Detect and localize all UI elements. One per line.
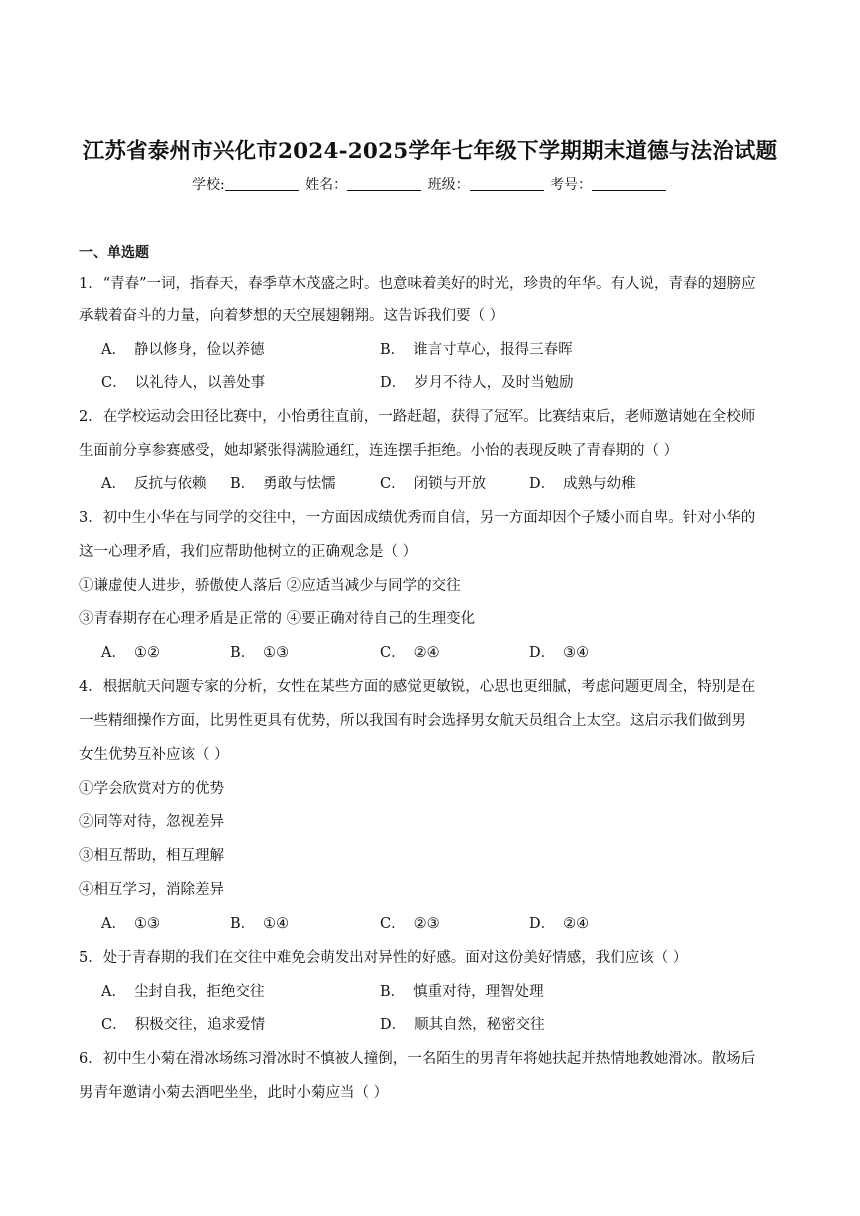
- question-3-statements-3-4: ③青春期存在心理矛盾是正常的 ④要正确对待自己的生理变化: [79, 611, 476, 627]
- question-1-option-d: D． 岁月不待人，及时当勉励: [380, 375, 574, 391]
- name-blank: [347, 176, 421, 191]
- question-5-option-c: C． 积极交往，追求爱情: [101, 1017, 266, 1033]
- question-2-option-a: A． 反抗与依赖: [101, 476, 207, 492]
- question-4-statement-3: ③相互帮助，相互理解: [79, 848, 224, 864]
- question-4-option-a: A． ①③: [101, 916, 160, 932]
- question-4-option-d: D． ②④: [529, 916, 590, 932]
- question-3-option-b: B． ①③: [230, 645, 290, 661]
- question-1-option-a: A． 静以修身，俭以养德: [101, 342, 265, 358]
- question-5-option-b: B． 慎重对待，理智处理: [380, 984, 544, 1000]
- question-3-statements-1-2: ①谦虚使人进步，骄傲使人落后 ②应适当减少与同学的交往: [79, 578, 461, 594]
- question-2-option-d: D． 成熟与幼稚: [529, 476, 636, 492]
- question-6-line-1: 6．初中生小菊在滑冰场练习滑冰时不慎被人撞倒，一名陌生的男青年将她扶起并热情地教她滑冰。散场后: [79, 1051, 756, 1067]
- school-blank: [225, 176, 299, 191]
- student-info-line: [0, 174, 860, 194]
- question-4-statement-2: ②同等对待，忽视差异: [79, 814, 224, 830]
- question-3-line-2: 这一心理矛盾，我们应帮助他树立的正确观念是（ ）: [79, 544, 418, 560]
- question-4-line-1: 4．根据航天问题专家的分析，女性在某些方面的感觉更敏锐，心思也更细腻，考虑问题更周全，特别是在: [79, 679, 756, 695]
- question-2-option-b: B． 勇敢与怯懦: [230, 476, 336, 492]
- question-3-line-1: 3．初中生小华在与同学的交往中，一方面因成绩优秀而自信，另一方面却因个子矮小而自卑。针对小华的: [79, 510, 756, 526]
- question-4-option-b: B． ①④: [230, 916, 290, 932]
- question-4-option-c: C． ②③: [380, 916, 440, 932]
- exam-number-label: 考号：: [550, 177, 593, 193]
- question-3-option-a: A． ①②: [101, 645, 160, 661]
- school-label: 学校:: [191, 177, 225, 193]
- question-5-line-1: 5．处于青春期的我们在交往中难免会萌发出对异性的好感。面对这份美好情感，我们应该（ ）: [79, 950, 688, 966]
- question-1-option-b: B． 谁言寸草心，报得三春晖: [380, 342, 573, 358]
- exam-number-blank: [592, 176, 666, 191]
- question-6-line-2: 男青年邀请小菊去酒吧坐坐，此时小菊应当（ ）: [79, 1085, 389, 1101]
- question-2-option-c: C． 闭锁与开放: [380, 476, 487, 492]
- question-5-option-d: D． 顺其自然，秘密交往: [380, 1017, 545, 1033]
- class-blank: [470, 176, 544, 191]
- question-5-option-a: A． 尘封自我，拒绝交往: [101, 984, 265, 1000]
- name-label: 姓名：: [305, 177, 348, 193]
- question-2-line-2: 生面前分享参赛感受，她却紧张得满脸通红，连连摆手拒绝。小怡的表现反映了青春期的（ ）: [79, 443, 679, 459]
- question-2-line-1: 2．在学校运动会田径比赛中，小怡勇往直前，一路赶超，获得了冠军。比赛结束后，老师邀请她在全校师: [79, 409, 756, 425]
- class-label: 班级：: [427, 177, 470, 193]
- section-heading: 一、单选题: [79, 245, 149, 261]
- question-1-line-1: 1．“青春”一词，指春天，春季草木茂盛之时。也意味着美好的时光，珍贵的年华。有人说，青春的翅膀应: [79, 276, 756, 292]
- question-1-line-2: 承载着奋斗的力量，向着梦想的天空展翅翱翔。这告诉我们要（ ）: [79, 308, 505, 324]
- question-3-option-c: C． ②④: [380, 645, 440, 661]
- question-4-statement-1: ①学会欣赏对方的优势: [79, 781, 224, 797]
- question-4-line-3: 女生优势互补应该（ ）: [79, 747, 229, 763]
- question-3-option-d: D． ③④: [529, 645, 590, 661]
- question-4-statement-4: ④相互学习，消除差异: [79, 882, 224, 898]
- question-4-line-2: 一些精细操作方面，比男性更具有优势，所以我国有时会选择男女航天员组合上太空。这启示我们做到男: [79, 713, 746, 729]
- question-1-option-c: C． 以礼待人，以善处事: [101, 375, 266, 391]
- exam-title: 江苏省泰州市兴化市2024-2025学年七年级下学期期末道德与法治试题: [82, 139, 778, 164]
